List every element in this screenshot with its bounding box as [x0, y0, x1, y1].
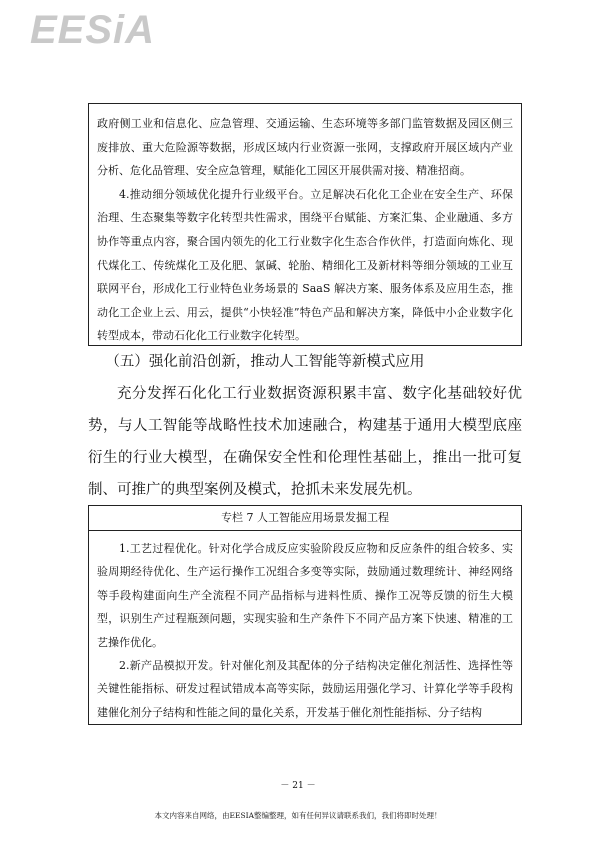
section-body: 充分发挥石化化工行业数据资源积累丰富、数字化基础较好优势，与人工智能等战略性技术加速融合，构建基于通用大模型底座衍生的行业大模型，在确保安全性和伦理性基础上，推出一批可复制、可推广的典型案例及模式，抢抓未来发展先机。 [88, 386, 522, 498]
eesia-logo: EESiA [30, 8, 156, 52]
section-five [88, 346, 522, 506]
page-number: － 21 － [280, 781, 316, 791]
column-box-content [89, 531, 521, 724]
column-box-title: 专栏 7 人工智能应用场景发掘工程 [89, 506, 521, 531]
box1-paragraph-2: 4.推动细分领域优化提升行业级平台。立足解决石化化工企业在安全生产、环保治理、生态聚集等数字化转型共性需求，围绕平台赋能、方案汇集、企业融通、多方协作等重点内容，聚合国内领先的化工行业数字化生态合作伙伴，打造面向炼化、现代煤化工、传统煤化工及化肥、氯碱、轮胎、精细化工及新材料等细分领域的工业互联网平台，形成化工行业特色业务场景的 SaaS 解决方案、服务体系及应用生态，推动化工企业上云、用云，提供“小快轻准”特色产品和解决方案，降低中小企业数字化转型成本，带动石化化工行业数字化转型。 [97, 187, 513, 343]
section-heading: （五）强化前沿创新，推动人工智能等新模式应用 [105, 354, 425, 370]
column-box-7 [88, 505, 522, 725]
text-box-continued [88, 103, 522, 346]
box1-paragraph-1: 政府侧工业和信息化、应急管理、交通运输、生态环境等多部门监管数据及园区侧三废排放、重大危险源等数据，形成区域内行业资源一张网，支撑政府开展区域内产业分析、危化品管理、安全应急管理，赋能化工园区开展供需对接、精准招商。 [97, 117, 513, 178]
box2-paragraph-1: 1.工艺过程优化。针对化学合成反应实验阶段反应物和反应条件的组合较多、实验周期经待优化、生产运行操作工况组合多变等实际，鼓励通过数理统计、神经网络等手段构建面向生产全流程不同产品指标与进料性质、操作工况等反馈的衍生大模型，识别生产过程瓶颈问题，实现实验和生产条件下不同产品方案下快速、精准的工艺操作优化。 [97, 542, 513, 649]
footer-notice: 本文内容来自网络，由EESIA整编整理，如有任何异议请联系我们，我们将即时处理！ [154, 811, 442, 820]
box2-paragraph-2: 2.新产品模拟开发。针对催化剂及其配体的分子结构决定催化剂活性、选择性等关键性能指标、研发过程试错成本高等实际，鼓励运用强化学习、计算化学等手段构建催化剂分子结构和性能之间的量化关系，开发基于催化剂性能指标、分子结构 [97, 659, 513, 719]
